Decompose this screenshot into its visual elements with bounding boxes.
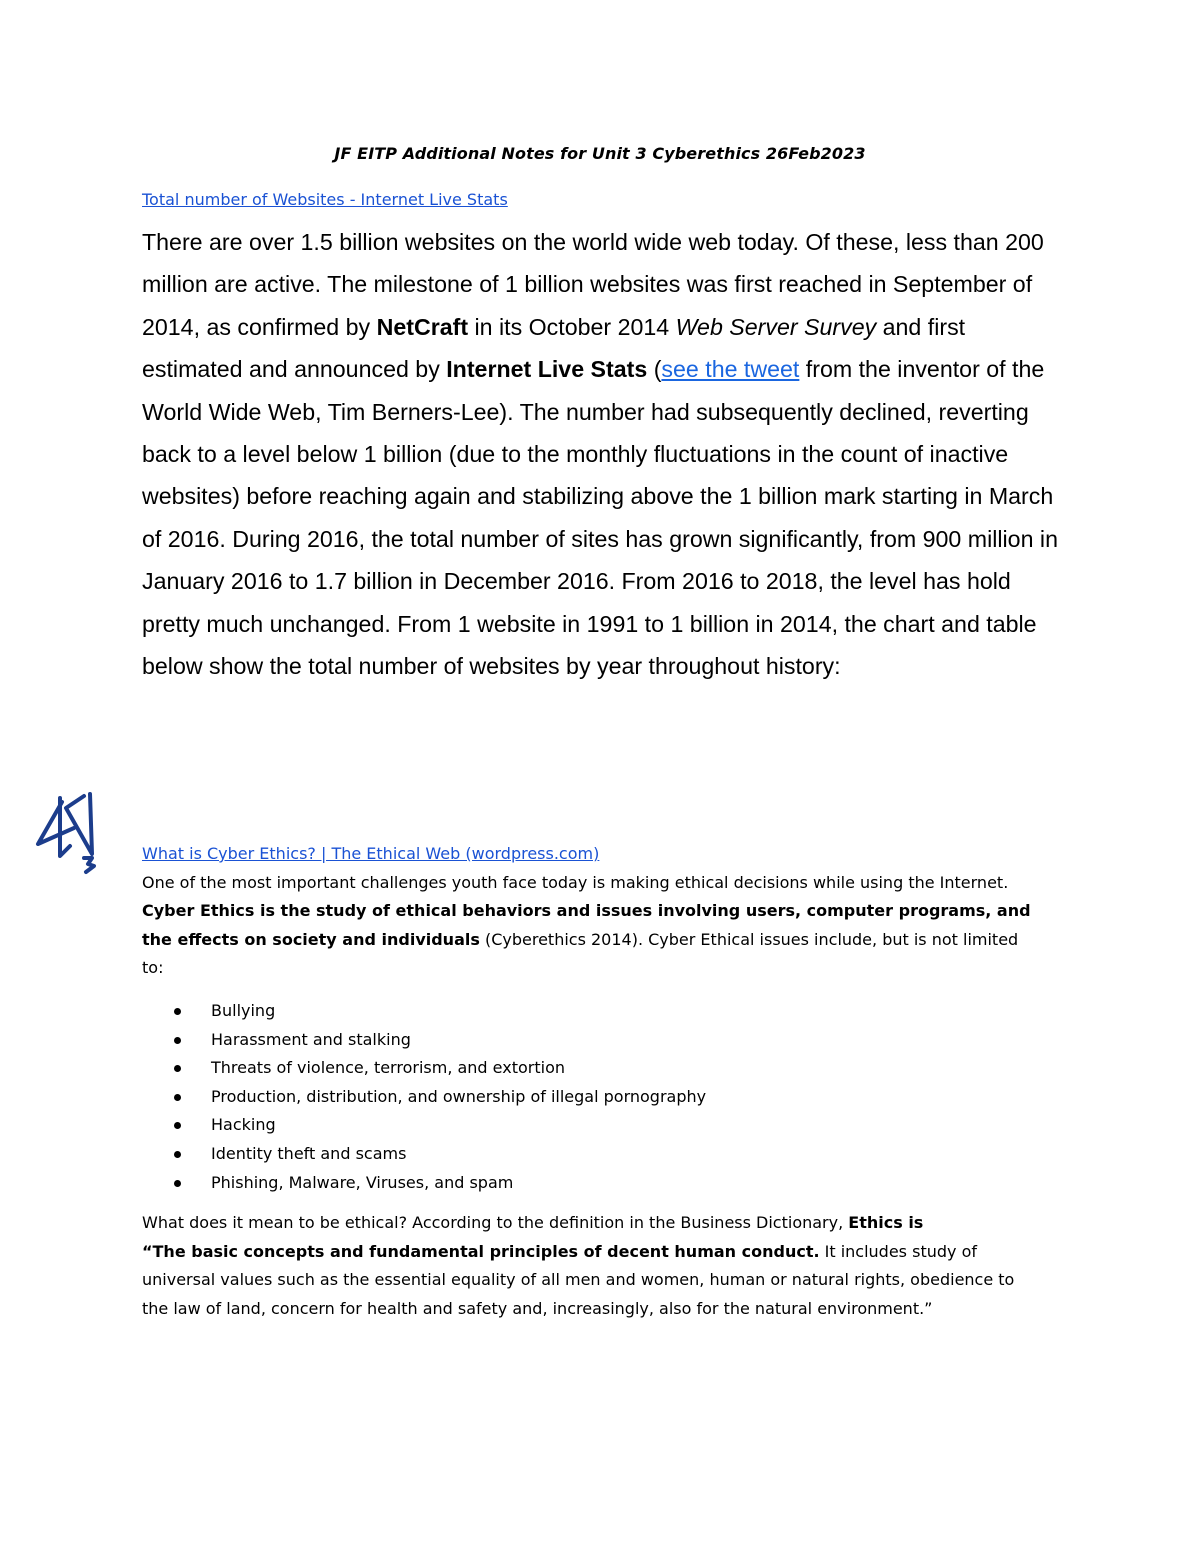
para1-text-4: ( bbox=[647, 356, 662, 383]
para3-text-1: What does it mean to be ethical? According to the definition in the Business Dictionary, bbox=[142, 1213, 849, 1233]
web-server-survey-text: Web Server Survey bbox=[675, 313, 877, 340]
cyber-ethics-link[interactable]: What is Cyber Ethics? | The Ethical Web (wordpress.com) bbox=[142, 844, 600, 863]
websites-stats-link[interactable]: Total number of Websites - Internet Live Stats bbox=[142, 190, 508, 209]
para1-text-1: There are over 1.5 billion websites on the world wide web today. Of these, less than 200 million are active. The milestone of 1 billion websites was first reached in September of 2014, as confirmed by bbox=[142, 229, 1044, 340]
list-item-label: Production, distribution, and ownership of illegal pornography bbox=[211, 1086, 707, 1106]
para1-text-2: in its October 2014 bbox=[468, 313, 676, 340]
list-item bbox=[142, 1054, 1042, 1083]
netcraft-text: NetCraft bbox=[376, 313, 469, 340]
ethics-is-text: Ethics is bbox=[848, 1213, 924, 1233]
cyber-ethics-definition: Cyber Ethics is the study of ethical behaviors and issues involving users, computer programs, and the effects on society and individuals bbox=[142, 901, 1031, 949]
issues-list bbox=[142, 997, 1042, 1197]
list-item-label: Harassment and stalking bbox=[211, 1029, 411, 1049]
para2-text-1: One of the most important challenges youth face today is making ethical decisions while using the Internet. bbox=[142, 872, 1009, 892]
list-item bbox=[142, 1026, 1042, 1055]
bullet-icon bbox=[174, 1180, 181, 1187]
bullet-icon bbox=[174, 1037, 181, 1044]
para1-text-5: from the inventor of the World Wide Web, Tim Berners-Lee). The number had subsequently declined, reverting back to a level below 1 billion (due to the monthly fluctuations in the count of inactive websites) before reaching again and stabilizing above the 1 billion mark starting in March of 2016. During 2016, the total number of sites has grown significantly, from 900 million in January 2016 to 1.7 billion in December 2016. From 2016 to 2018, the level has hold pretty much unchanged. From 1 website in 1991 to 1 billion in 2014, the chart and table below show the total number of websites by year throughout history: bbox=[142, 356, 1058, 680]
para3-text-2: It includes study of universal values such as the essential equality of all men and women, human or natural rights, obedience to the law of land, concern for health and safety and, increasingly, also for the natural environment.” bbox=[142, 1241, 1015, 1318]
ethics-quote-bold: “The basic concepts and fundamental principles of decent human conduct. bbox=[142, 1241, 820, 1261]
para2-text-2: (Cyberethics 2014). Cyber Ethical issues include, but is not limited to: bbox=[142, 929, 1019, 978]
list-item bbox=[142, 1083, 1042, 1112]
websites-paragraph bbox=[142, 221, 1072, 687]
bullet-icon bbox=[174, 1122, 181, 1129]
bullet-icon bbox=[174, 1094, 181, 1101]
tweet-link[interactable]: see the tweet bbox=[661, 356, 800, 383]
cyber-ethics-paragraph bbox=[142, 869, 1042, 983]
ethics-definition-paragraph bbox=[142, 1209, 1042, 1323]
list-item-label: Threats of violence, terrorism, and extortion bbox=[211, 1058, 565, 1078]
handwritten-annotation-icon bbox=[30, 792, 106, 878]
list-item bbox=[142, 1111, 1042, 1140]
list-item bbox=[142, 997, 1042, 1026]
cyber-ethics-section bbox=[142, 840, 1042, 1324]
list-item-label: Hacking bbox=[211, 1115, 276, 1135]
list-item-label: Identity theft and scams bbox=[211, 1143, 407, 1163]
document-title: JF EITP Additional Notes for Unit 3 Cyberethics 26Feb2023 bbox=[334, 144, 866, 163]
bullet-icon bbox=[174, 1151, 181, 1158]
bullet-icon bbox=[174, 1008, 181, 1015]
bullet-icon bbox=[174, 1065, 181, 1072]
internet-live-stats-text: Internet Live Stats bbox=[446, 356, 648, 383]
list-item-label: Bullying bbox=[211, 1000, 276, 1020]
list-item-label: Phishing, Malware, Viruses, and spam bbox=[211, 1172, 514, 1192]
list-item bbox=[142, 1169, 1042, 1198]
para1-text-3: and first estimated and announced by bbox=[142, 313, 966, 383]
list-item bbox=[142, 1140, 1042, 1169]
